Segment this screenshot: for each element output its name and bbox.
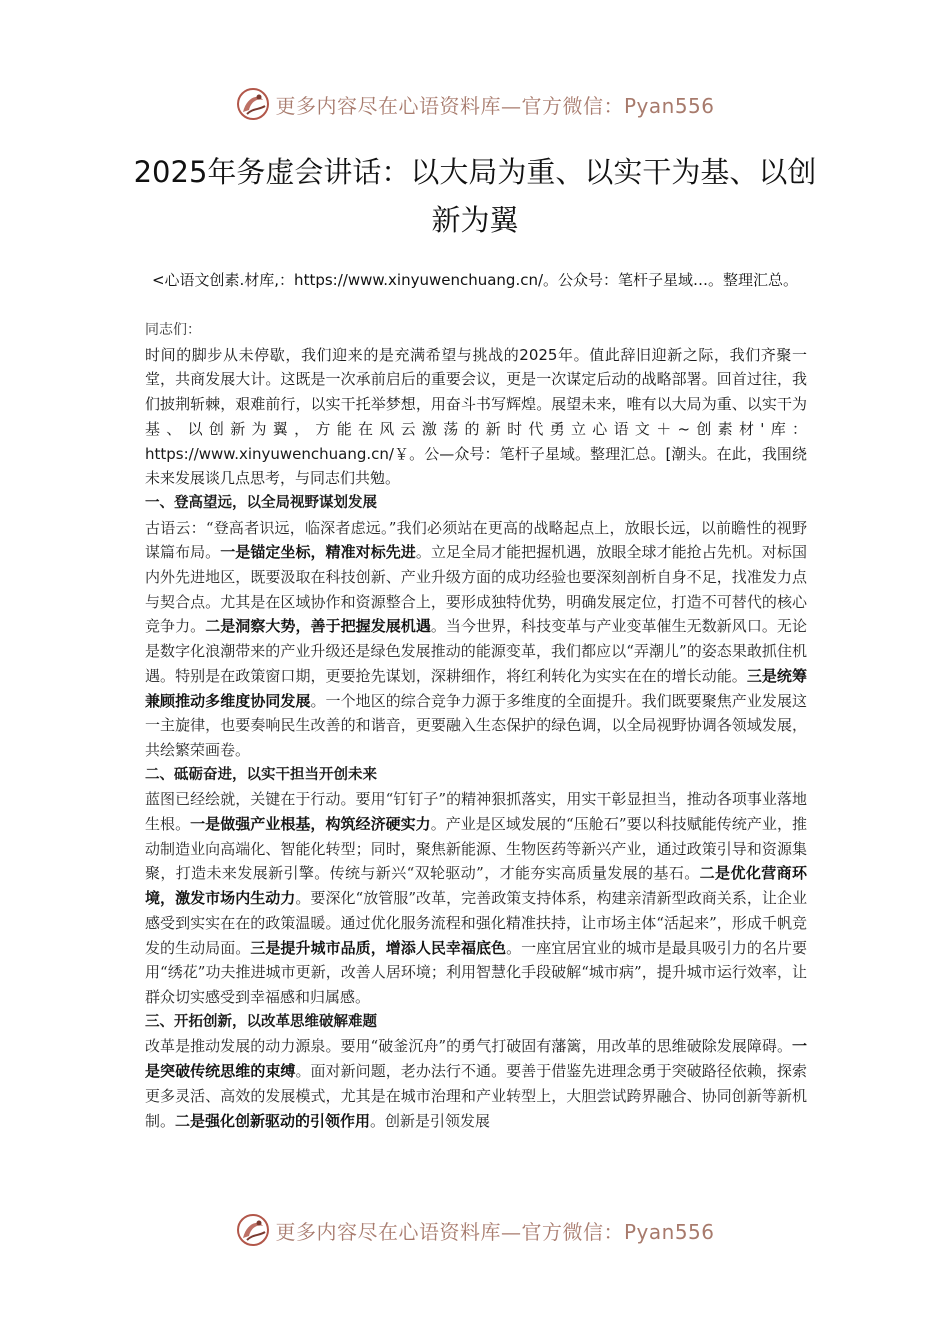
paragraph-text: 。要深化“放管服”改革，完善政策支持体系，构建亲清新型政商关系，让企业感受到实实在在的政策温暖。通过优化服务流程和强化精准扶持，让市场主体“活起来”，形成千帆竞发的生动局面。: [145, 889, 807, 957]
paragraph-text: 。一座宜居宜业的城市是最具吸引力的名片要用“绣花”功夫推进城市更新，改善人居环境；利用智慧化手段破解“城市病”，提升城市运行效率，让群众切实感受到幸福感和归属感。: [145, 938, 807, 1006]
section-heading: 一、登高望远，以全局视野谋划发展: [145, 494, 377, 511]
section-paragraph: [145, 1034, 807, 1133]
section-paragraph: [145, 787, 807, 1009]
paragraph-text: 。创新是引领发展: [370, 1111, 491, 1130]
paragraph-text: 。立足全局才能把握机遇，放眼全球才能抢占先机。对标国内外先进地区，既要汲取在科技创新、产业升级方面的成功经验也要深刻剖析自身不足，找准发力点与契合点。尤其是在区域协作和资源整合上，要形成独特优势，明确发展定位，打造不可替代的核心竞争力。: [145, 543, 807, 636]
greeting: 同志们：: [145, 322, 201, 338]
key-point: 三是统筹兼顾推动多维度协同发展: [145, 666, 807, 710]
swirl-logo-icon: [235, 86, 271, 122]
paragraph-text: 。产业是区域发展的“压舱石”要以科技赋能传统产业，推动制造业向高端化、智能化转型；同时，聚焦新能源、生物医药等新兴产业，通过政策引导和资源集聚，打造未来发展新引擎。传统与新兴“双轮驱动”，才能夯实高质量发展的基石。: [145, 815, 807, 883]
banner-wechat-id: Pyan556: [623, 1219, 715, 1244]
paragraph-text: 改革是推动发展的动力源泉。要用“破釜沉舟”的勇气打破固有藩篱，用改革的思维破除发展障碍。: [145, 1037, 792, 1056]
key-point: 二是强化创新驱动的引领作用: [175, 1111, 371, 1130]
banner-text: [275, 1216, 714, 1245]
document-body: [145, 318, 807, 1133]
banner-wechat-id: Pyan556: [623, 93, 715, 118]
key-point: 一是锚定坐标，精准对标先进: [220, 543, 416, 562]
swirl-logo-icon: [235, 1212, 271, 1248]
footer-banner: [0, 1208, 950, 1252]
header-banner: [0, 82, 950, 126]
section-heading: 二、砥砺奋进，以实干担当开创未来: [145, 766, 377, 783]
paragraph-text: 。面对新问题，老办法行不通。要善于借鉴先进理念勇于突破路径依赖，探索更多灵活、高效的发展模式，尤其是在城市治理和产业转型上，大胆尝试跨界融合、协同创新等新机制。: [145, 1062, 807, 1130]
key-point: 一是做强产业根基，构筑经济硬实力: [190, 815, 431, 834]
paragraph-text: 。当今世界，科技变革与产业变革催生无数新风口。无论是数字化浪潮带来的产业升级还是绿色发展推动的能源变革，我们都应以“弄潮儿”的姿态果敢抓住机遇。特别是在政策窗口期，更要抢先谋划，深耕细作，将红利转化为实实在在的增长动能。: [145, 617, 807, 685]
intro-paragraph: 时间的脚步从未停歇，我们迎来的是充满希望与挑战的2025年。值此辞旧迎新之际，我们齐聚一堂，共商发展大计。这既是一次承前启后的重要会议，更是一次谋定后动的战略部署。回首过往，我们披荆斩棘，艰难前行，以实干托举梦想，用奋斗书写辉煌。展望未来，唯有以大局为重、以实干为基、以创新为翼，方能在风云激荡的新时代勇立心语文＋~创素材'库：https://www.xinyuwenchuang.cn/￥。公—众号：笔杆子星域。整理汇总。[潮头。在此，我围绕未来发展谈几点思考，与同志们共勉。: [145, 345, 807, 488]
key-point: 三是提升城市品质，增添人民幸福底色: [250, 938, 507, 957]
paragraph-text: 古语云：“登高者识远，临深者虑远。”我们必须站在更高的战略起点上，放眼长远，以前瞻性的视野谋篇布局。: [145, 518, 807, 562]
banner-message: 更多内容尽在心语资料库—官方微信：: [275, 1219, 624, 1244]
key-point: 二是洞察大势，善于把握发展机遇: [205, 617, 431, 636]
banner-text: [275, 90, 714, 119]
section-paragraph: [145, 516, 807, 763]
paragraph-text: 蓝图已经绘就，关键在于行动。要用“钉钉子”的精神狠抓落实，用实干彰显担当，推动各项事业落地生根。: [145, 790, 807, 834]
key-point: 一是突破传统思维的束缚: [145, 1037, 807, 1081]
sections-container: [145, 491, 807, 1133]
page-title: 2025年务虚会讲话：以大局为重、以实干为基、以创新为翼: [133, 155, 817, 237]
banner-message: 更多内容尽在心语资料库—官方微信：: [275, 93, 624, 118]
key-point: 二是优化营商环境，激发市场内生动力: [145, 864, 807, 908]
paragraph-text: 。一个地区的综合竞争力源于多维度的全面提升。我们既要聚焦产业发展这一主旋律，也要奏响民生改善的和谐音，更要融入生态保护的绿色调，以全局视野协调各领域发展，共绘繁荣画卷。: [145, 691, 807, 759]
section-heading: 三、开拓创新，以改革思维破解难题: [145, 1013, 377, 1030]
source-line: <心语文创素.材库,：https://www.xinyuwenchuang.cn/。公众号：笔杆子星域…。整理汇总。: [151, 271, 799, 289]
